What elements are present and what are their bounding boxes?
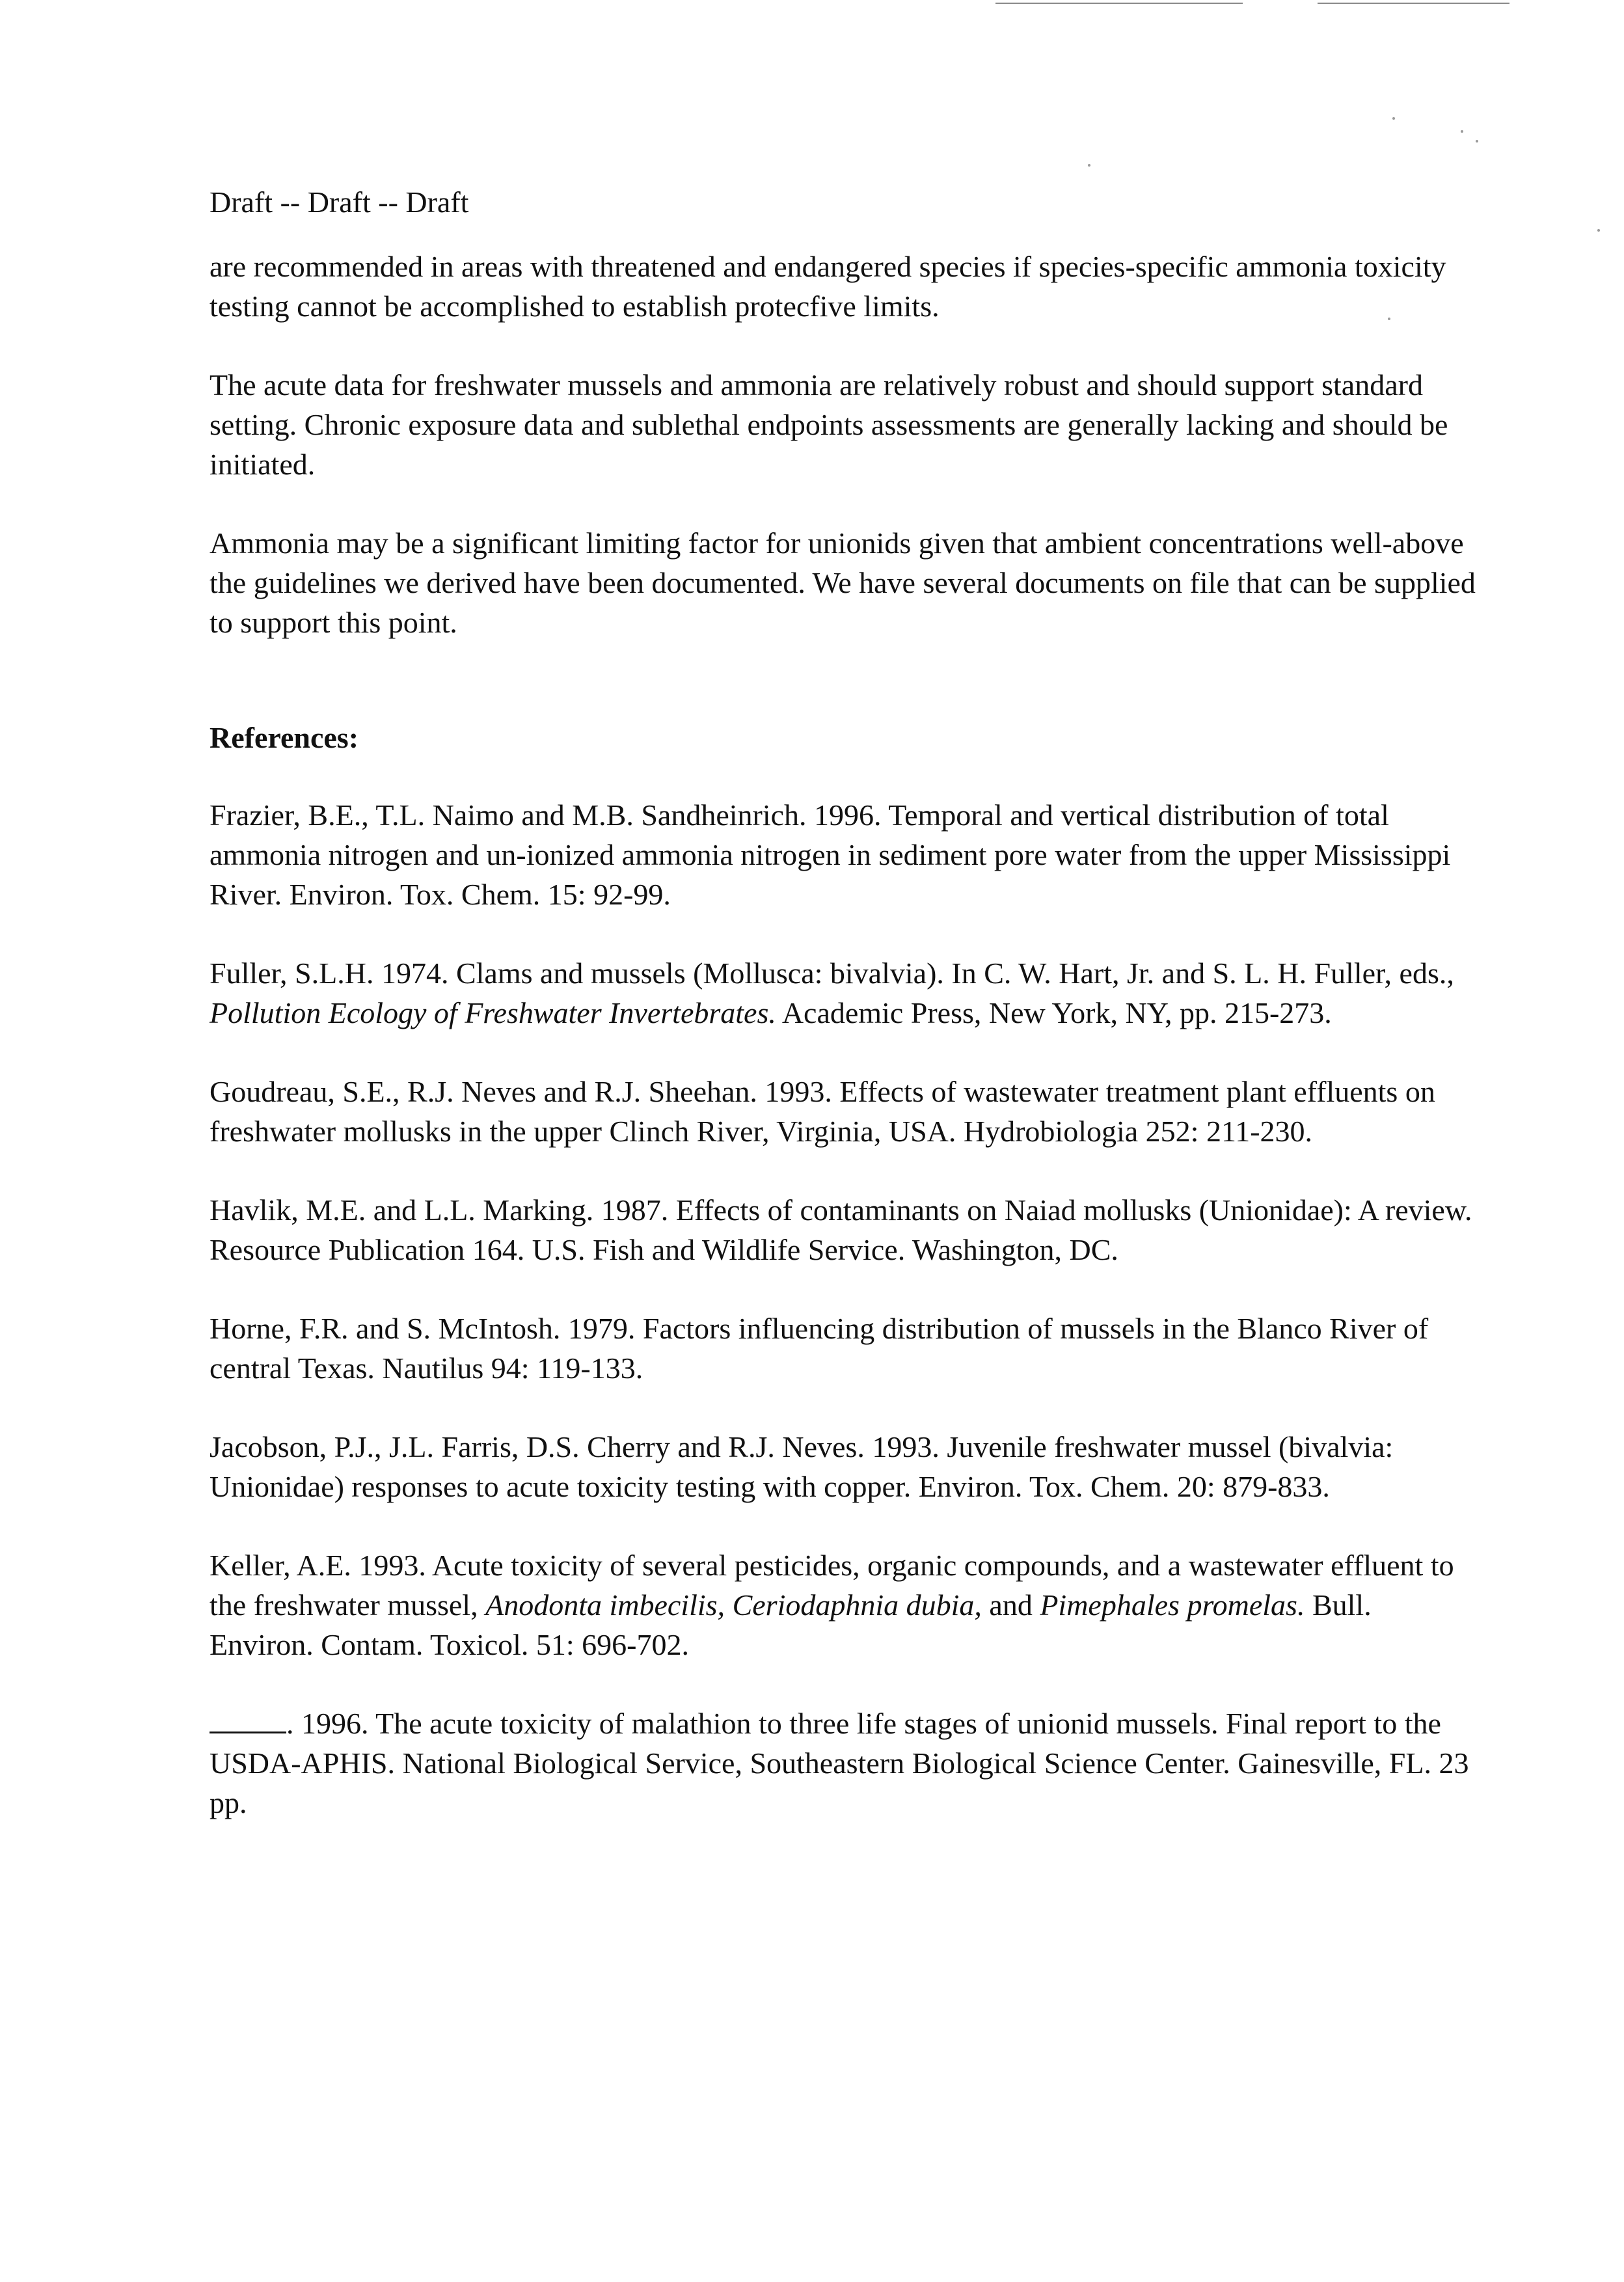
author-repeat-line xyxy=(210,1708,286,1733)
scan-speck xyxy=(1392,117,1395,120)
scan-speck xyxy=(1597,229,1600,232)
reference-keller-1996-text: . 1996. The acute toxicity of malathion to three life stages of unionid mussels. Final report to the USDA-APHIS. National Biological Service, Southeastern Biological Science Center. Gainesville, FL. 23 pp. xyxy=(210,1707,1469,1819)
reference-keller-journal: Bull. Environ. Contam. Toxicol. 51: 696-702. xyxy=(210,1588,1372,1661)
draft-header: Draft -- Draft -- Draft xyxy=(210,185,469,219)
reference-fuller xyxy=(210,953,1478,1033)
scan-speck xyxy=(1461,130,1463,133)
reference-keller-text: Keller, A.E. 1993. Acute toxicity of several pesticides, organic compounds, and a wastewater effluent to the freshwater mussel, xyxy=(210,1549,1454,1622)
document-body xyxy=(210,182,1478,1862)
reference-keller-sep-2: and xyxy=(981,1588,1040,1622)
paragraph-ammonia-limiting: Ammonia may be a significant limiting factor for unionids given that ambient concentrations well-above the guidelines we derived have been documented. We have several documents on file that can be supplied to support this point. xyxy=(210,526,1476,639)
reference-fuller-publisher: Academic Press, New York, NY, pp. 215-273. xyxy=(776,996,1332,1029)
reference-keller-species-2: Ceriodaphnia dubia, xyxy=(732,1588,982,1622)
reference-jacobson: Jacobson, P.J., J.L. Farris, D.S. Cherry and R.J. Neves. 1993. Juvenile freshwater mussel (bivalvia: Unionidae) responses to acute toxicity testing with copper. Environ. Tox. Chem. 20: 879-833. xyxy=(210,1430,1394,1503)
paragraph-threatened-species: are recommended in areas with threatened and endangered species if species-specific ammonia toxicity testing cannot be accomplished to establish protecfive limits. xyxy=(210,250,1446,323)
reference-keller-sep-1 xyxy=(725,1588,733,1622)
reference-keller-1993 xyxy=(210,1545,1478,1664)
reference-frazier: Frazier, B.E., T.L. Naimo and M.B. Sandheinrich. 1996. Temporal and vertical distribution of total ammonia nitrogen and un-ionized ammonia nitrogen in sediment pore water from the upper Mississippi River. Environ. Tox. Chem. 15: 92-99. xyxy=(210,798,1451,911)
paragraph-acute-data: The acute data for freshwater mussels and ammonia are relatively robust and should support standard setting. Chronic exposure data and sublethal endpoints assessments are generally lacking and should be initiated. xyxy=(210,368,1448,481)
reference-goudreau: Goudreau, S.E., R.J. Neves and R.J. Sheehan. 1993. Effects of wastewater treatment plant effluents on freshwater mollusks in the upper Clinch River, Virginia, USA. Hydrobiologia 252: 211-230. xyxy=(210,1075,1435,1148)
scan-rule-left xyxy=(995,3,1243,4)
reference-fuller-text: Fuller, S.L.H. 1974. Clams and mussels (Mollusca: bivalvia). In C. W. Hart, Jr. and S. L. H. Fuller, eds., xyxy=(210,957,1454,990)
scan-speck xyxy=(1088,164,1090,167)
reference-havlik: Havlik, M.E. and L.L. Marking. 1987. Effects of contaminants on Naiad mollusks (Unionidae): A review. Resource Publication 164. U.S. Fish and Wildlife Service. Washington, DC. xyxy=(210,1193,1472,1266)
reference-keller-1996 xyxy=(210,1704,1478,1823)
reference-keller-species-1: Anodonta imbecilis, xyxy=(485,1588,725,1622)
reference-fuller-title: Pollution Ecology of Freshwater Invertebrates. xyxy=(210,996,776,1029)
reference-keller-species-3: Pimephales promelas. xyxy=(1040,1588,1305,1622)
scan-speck xyxy=(1476,140,1478,143)
references-heading: References: xyxy=(210,721,359,754)
scan-rule-right xyxy=(1318,3,1509,4)
reference-horne: Horne, F.R. and S. McIntosh. 1979. Factors influencing distribution of mussels in the Blanco River of central Texas. Nautilus 94: 119-133. xyxy=(210,1312,1429,1385)
